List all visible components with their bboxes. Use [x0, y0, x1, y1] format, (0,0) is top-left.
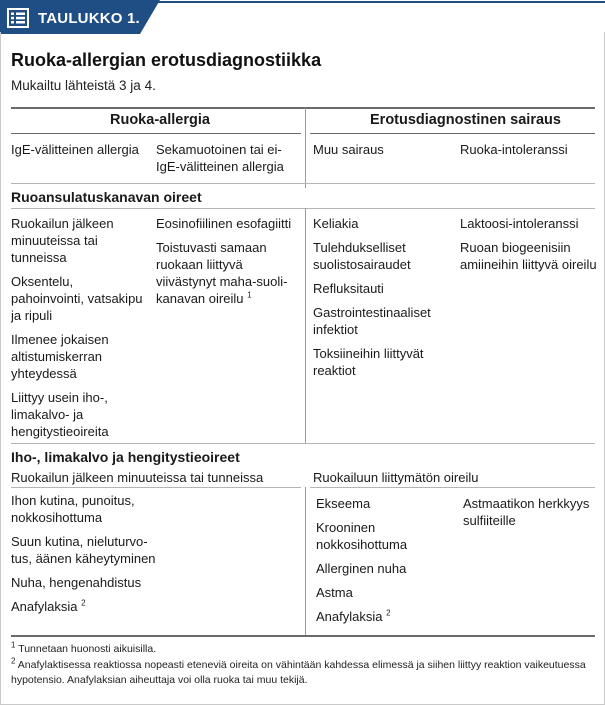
column-header-rule — [11, 183, 595, 184]
list-item: Gastrointestinaaliset infektiot — [313, 305, 431, 337]
list-item-text: Anafylaksia — [11, 599, 78, 614]
list-item: Ekseema — [316, 496, 371, 511]
list-item: Ilmenee jokaisen altistumiskerran yhteydessä — [11, 332, 109, 381]
list-item: Tulehdukselliset suolistosairaudet — [313, 240, 411, 272]
table-title: Ruoka-allergian erotusdiagnostiikka — [11, 50, 322, 70]
footnote-2 — [11, 658, 591, 688]
list-item — [156, 239, 296, 307]
list-item: Liittyy usein iho-, limakalvo- ja hengitystieoireita — [11, 390, 109, 439]
column-header-intolerance: Ruoka-intoleranssi — [460, 142, 568, 157]
list-item: Ruokailun jälkeen minuuteissa tai tunneissa — [11, 216, 114, 265]
section2-left-list — [11, 492, 161, 622]
section1-intolerance-list — [460, 215, 600, 280]
list-item: Krooninen nokkosihottuma — [316, 520, 408, 552]
list-item: Keliakia — [313, 216, 359, 231]
list-item: Refluksitauti — [313, 281, 384, 296]
footnote-1 — [11, 642, 591, 657]
list-item: Laktoosi-intoleranssi — [460, 216, 579, 231]
list-item: Oksentelu, pahoinvointi, vatsakipu ja ripuli — [11, 274, 143, 323]
section2-intolerance-list — [463, 495, 598, 536]
group-divider-section2 — [305, 487, 306, 635]
group-divider-section1 — [305, 208, 306, 443]
list-item — [11, 598, 161, 615]
footnote-ref: 2 — [386, 608, 391, 618]
list-item: Nuha, hengenahdistus — [11, 575, 142, 590]
group-divider-top — [305, 108, 306, 188]
footnote-mark: 2 — [11, 656, 16, 666]
column-header-mixed: Sekamuotoinen tai ei-IgE-välitteinen allergia — [156, 142, 284, 174]
section2-top-rule — [11, 443, 595, 444]
table-bottom-rule — [11, 635, 595, 637]
list-item: Eosinofiilinen esofagiitti — [156, 216, 292, 231]
section1-title-rule — [11, 208, 595, 209]
list-item: Ruoan biogeenisiin amiineihin liittyvä oireilu — [460, 240, 597, 272]
group-header-food-allergy: Ruoka-allergia — [110, 112, 210, 128]
footnote-text: Anafylaktisessa reaktiossa nopeasti eteneviä oireita on vähintään kahdessa elimessä ja siihen liittyy reaktion vaikeutuessa hypotensio. Anafylaksian aiheuttaja voi olla ruoka tai muu tekijä. — [11, 659, 586, 686]
footnote-ref: 2 — [81, 598, 86, 608]
list-item: Suun kutina, nieluturvotus, äänen käheytyminen — [11, 534, 156, 566]
column-header-ige: IgE-välitteinen allergia — [11, 142, 139, 157]
section2-other-list — [316, 495, 451, 632]
group-header-rule-left — [11, 133, 301, 134]
section2-right-subheader: Ruokailuun liittymätön oireilu — [313, 470, 479, 485]
table-subtitle: Mukailtu lähteistä 3 ja 4. — [11, 78, 156, 93]
list-item: Ihon kutina, punoitus, nokkosihottuma — [11, 493, 135, 525]
column-header-other: Muu sairaus — [313, 142, 384, 157]
list-item: Astmaatikon herkkyys sulfiiteille — [463, 496, 590, 528]
section1-mixed-list — [156, 215, 296, 314]
section2-sub-rule-left — [11, 487, 301, 488]
list-item-text: Anafylaksia — [316, 609, 383, 624]
section1-other-list — [313, 215, 448, 386]
top-rule — [148, 1, 605, 3]
section-title-gi: Ruoansulatuskanavan oireet — [11, 189, 202, 205]
section-title-skin: Iho-, limakalvo ja hengitystieoireet — [11, 449, 240, 465]
section2-left-subheader: Ruokailun jälkeen minuuteissa tai tunneissa — [11, 470, 264, 485]
table-list-icon — [6, 6, 30, 30]
footnote-mark: 1 — [11, 640, 16, 650]
list-item: Toksiineihin liittyvät reaktiot — [313, 346, 424, 378]
group-header-rule-right — [310, 133, 595, 134]
list-item-text: Toistuvasti samaan ruokaan liittyvä viivästynyt maha-suolikanavan oireilu — [156, 240, 288, 306]
group-header-differential: Erotusdiagnostinen sairaus — [370, 112, 561, 128]
section2-sub-rule-right — [310, 487, 595, 488]
list-item: Astma — [316, 585, 353, 600]
group-header-top-rule — [11, 107, 595, 109]
list-item: Allerginen nuha — [316, 561, 407, 576]
table-label: TAULUKKO 1. — [38, 10, 140, 27]
section1-ige-list — [11, 215, 149, 447]
footnote-ref: 1 — [247, 290, 252, 300]
list-item — [316, 608, 451, 625]
footnote-text: Tunnetaan huonosti aikuisilla. — [18, 643, 157, 655]
